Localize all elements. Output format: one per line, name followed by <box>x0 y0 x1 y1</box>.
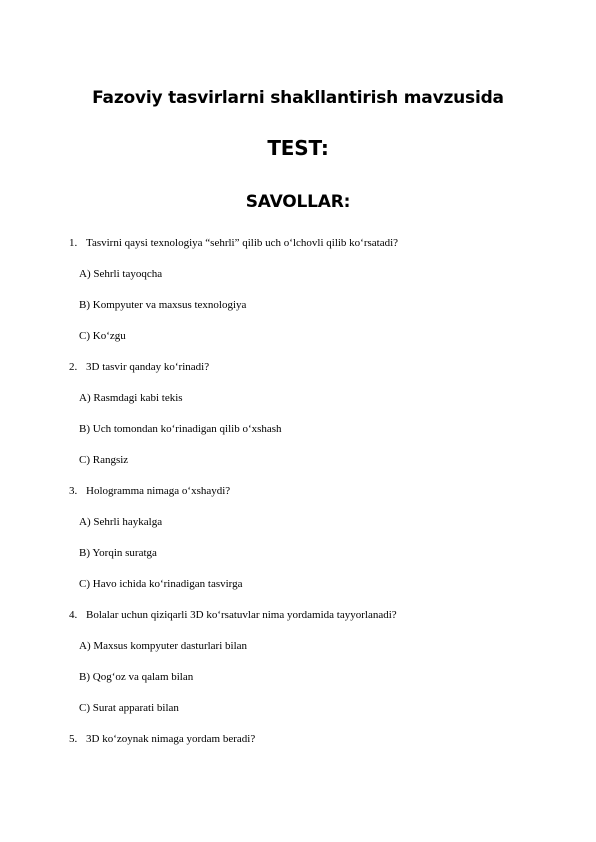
question-1-option-a: A) Sehrli tayoqcha <box>79 268 163 280</box>
question-text: Tasvirni qaysi texnologiya “sehrli” qilib uch o‘lchovli qilib ko‘rsatadi? <box>86 237 399 249</box>
questions-heading: SAVOLLAR: <box>245 192 351 212</box>
question-number: 2. <box>69 361 78 373</box>
question-2-option-a: A) Rasmdagi kabi tekis <box>79 392 183 404</box>
question-text: Hologramma nimaga o‘xshaydi? <box>86 485 231 497</box>
question-number: 1. <box>69 237 78 249</box>
question-2-option-c: C) Rangsiz <box>79 454 129 466</box>
question-4-option-a: A) Maxsus kompyuter dasturlari bilan <box>79 640 248 652</box>
question-text: Bolalar uchun qiziqarli 3D ko‘rsatuvlar nima yordamida tayyorlanadi? <box>86 609 397 621</box>
document-title: Fazoviy tasvirlarni shakllantirish mavzusida <box>92 88 504 108</box>
question-4-option-b: B) Qog‘oz va qalam bilan <box>79 671 194 683</box>
question-4 <box>69 608 397 622</box>
question-2-option-b: B) Uch tomondan ko‘rinadigan qilib o‘xshash <box>79 423 282 435</box>
question-5 <box>69 732 255 746</box>
question-1-option-b: B) Kompyuter va maxsus texnologiya <box>79 299 247 311</box>
question-1 <box>69 236 398 250</box>
question-4-option-c: C) Surat apparati bilan <box>79 702 179 714</box>
question-3-option-c: C) Havo ichida ko‘rinadigan tasvirga <box>79 578 243 590</box>
question-1-option-c: C) Ko‘zgu <box>79 330 126 342</box>
question-3-option-a: A) Sehrli haykalga <box>79 516 163 528</box>
question-text: 3D ko‘zoynak nimaga yordam beradi? <box>86 733 256 745</box>
question-number: 3. <box>69 485 78 497</box>
question-3 <box>69 484 230 498</box>
question-number: 5. <box>69 733 78 745</box>
question-number: 4. <box>69 609 78 621</box>
question-3-option-b: B) Yorqin suratga <box>79 547 157 559</box>
question-text: 3D tasvir qanday ko‘rinadi? <box>86 361 210 373</box>
question-2 <box>69 360 209 374</box>
test-heading: TEST: <box>267 136 329 160</box>
